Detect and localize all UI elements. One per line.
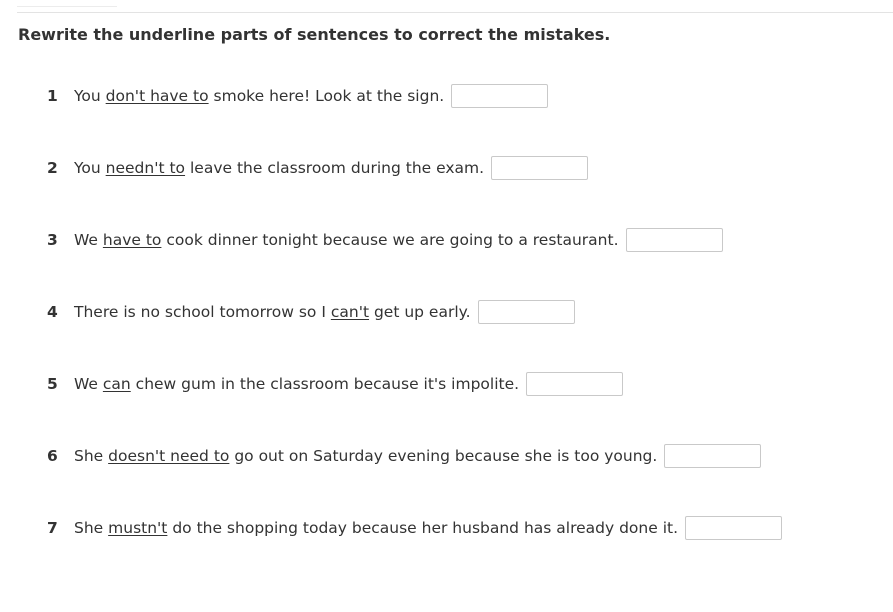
question-text	[74, 375, 519, 393]
text-after: do the shopping today because her husband has already done it.	[167, 519, 679, 537]
answer-input-4[interactable]	[478, 300, 575, 324]
underlined-phrase: don't have to	[105, 87, 209, 105]
text-after: cook dinner tonight because we are going to a restaurant.	[161, 231, 619, 249]
answer-input-3[interactable]	[626, 228, 723, 252]
question-3	[47, 226, 723, 254]
question-6	[47, 442, 761, 470]
underlined-phrase: doesn't need to	[108, 447, 230, 465]
underlined-phrase: needn't to	[105, 159, 186, 177]
question-text	[74, 303, 471, 321]
question-text	[74, 231, 619, 249]
text-before: We	[74, 231, 103, 249]
text-before: She	[74, 519, 109, 537]
question-number: 7	[47, 519, 58, 537]
answer-input-2[interactable]	[491, 156, 588, 180]
text-after: smoke here! Look at the sign.	[208, 87, 445, 105]
question-number: 2	[47, 159, 58, 177]
answer-input-1[interactable]	[451, 84, 548, 108]
text-before: She	[74, 447, 109, 465]
instructions-heading: Rewrite the underline parts of sentences to correct the mistakes.	[18, 25, 611, 44]
question-number: 4	[47, 303, 58, 321]
question-5	[47, 370, 623, 398]
question-7	[47, 514, 782, 542]
answer-input-7[interactable]	[685, 516, 782, 540]
underlined-phrase: can	[102, 375, 131, 393]
question-number: 3	[47, 231, 58, 249]
question-4	[47, 298, 575, 326]
question-1	[47, 82, 548, 110]
question-number: 1	[47, 87, 58, 105]
answer-input-6[interactable]	[664, 444, 761, 468]
text-after: go out on Saturday evening because she is too young.	[229, 447, 658, 465]
text-before: You	[74, 159, 106, 177]
text-after: get up early.	[369, 303, 471, 321]
text-after: chew gum in the classroom because it's impolite.	[130, 375, 520, 393]
question-2	[47, 154, 588, 182]
question-number: 6	[47, 447, 58, 465]
underlined-phrase: can't	[330, 303, 370, 321]
answer-input-5[interactable]	[526, 372, 623, 396]
question-text	[74, 87, 444, 105]
text-after: leave the classroom during the exam.	[185, 159, 485, 177]
text-before: You	[74, 87, 106, 105]
question-number: 5	[47, 375, 58, 393]
question-text	[74, 447, 657, 465]
text-before: There is no school tomorrow so I	[74, 303, 331, 321]
text-before: We	[74, 375, 103, 393]
underlined-phrase: have to	[102, 231, 162, 249]
question-text	[74, 519, 678, 537]
question-text	[74, 159, 484, 177]
underlined-phrase: mustn't	[108, 519, 168, 537]
